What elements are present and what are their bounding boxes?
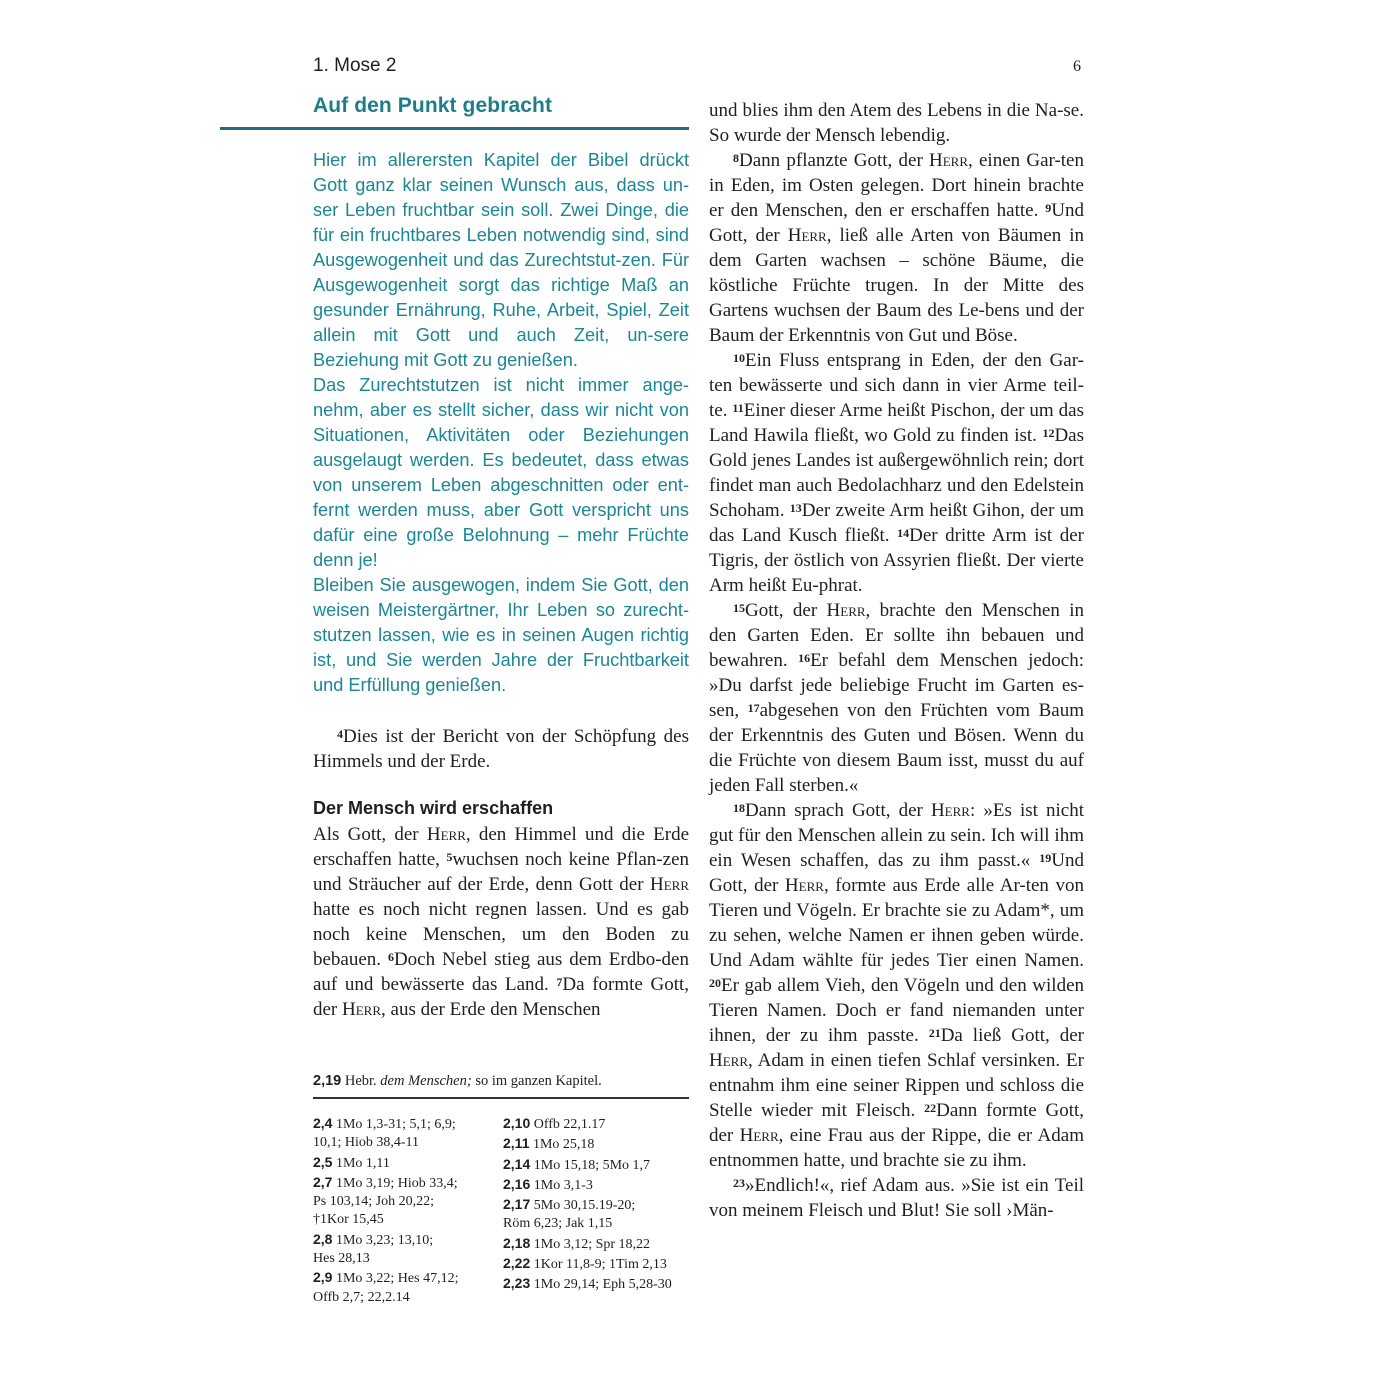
right-column-body bbox=[709, 98, 1084, 1223]
verse-number: 4 bbox=[337, 727, 343, 741]
crossref-line bbox=[503, 1254, 693, 1274]
crossref-ref: 2,5 bbox=[313, 1153, 333, 1170]
left-column-body bbox=[313, 724, 689, 1022]
crossref-line bbox=[313, 1173, 503, 1193]
crossref-text: Hes 28,13 bbox=[313, 1251, 370, 1267]
verse-number: 17 bbox=[747, 701, 760, 715]
feature-paragraph-1: Hier im allerersten Kapitel der Bibel drückt Gott ganz klar seinen Wunsch aus, dass un-ser Leben fruchtbar sein soll. Zwei Dinge, die für ein fruchtbares Leben notwendig sind, sind Ausgewogenheit und das Zurechtstut-zen. Für Ausgewogenheit sorgt das richtige Maß an gesunder Ernährung, Ruhe, Arbeit, Spiel, Zeit allein mit Gott und auch Zeit, un-sere Beziehung mit Gott zu genießen. bbox=[313, 150, 689, 370]
verse-text: Doch Nebel stieg aus dem Erdbo-den auf und bewässerte das Land. bbox=[313, 949, 689, 995]
verse-number: 5 bbox=[446, 850, 453, 864]
footnote-italic: dem Menschen; bbox=[380, 1073, 472, 1089]
crossref-text: 5Mo 30,15.19-20; bbox=[530, 1198, 636, 1214]
crossref-column-right bbox=[503, 1114, 693, 1307]
crossref-line bbox=[503, 1175, 693, 1195]
verse-text: Der dritte Arm ist der Tigris, der östlich von Assyrien fließt. Der vierte Arm heißt Eu-phrat. bbox=[709, 525, 1084, 596]
crossref-text: 1Mo 15,18; 5Mo 1,7 bbox=[530, 1157, 651, 1173]
crossref-text: †1Kor 15,45 bbox=[313, 1212, 384, 1228]
verse-text: , formte aus Erde alle Ar-ten von Tieren und Vögeln. Er brachte sie zu Adam*, um zu sehen, welche Namen er ihnen geben würde. Und Adam wählte für jedes Tier einen Namen. bbox=[709, 875, 1084, 971]
lord-smallcaps: Herr bbox=[709, 1050, 749, 1071]
section-heading: Der Mensch wird erschaffen bbox=[313, 798, 554, 818]
crossref-text: 1Mo 1,3-31; 5,1; 6,9; bbox=[332, 1117, 456, 1132]
verse-number: 7 bbox=[556, 975, 563, 989]
crossref-ref: 2,14 bbox=[503, 1155, 531, 1172]
verse-15-paragraph bbox=[709, 598, 1084, 798]
lord-smallcaps: Herr bbox=[826, 600, 866, 621]
lord-smallcaps: Herr bbox=[930, 800, 970, 821]
verse-text: , ließ alle Arten von Bäumen in dem Garten wachsen – schöne Bäume, die köstliche Früchte trugen. In der Mitte des Gartens wuchsen der Baum des Le-bens und der Baum der Erkenntnis von Gut und Böse. bbox=[709, 225, 1084, 346]
verse-text: Da ließ Gott, der bbox=[940, 1025, 1084, 1046]
crossref-ref: 2,18 bbox=[503, 1234, 531, 1251]
verse-text: , den Himmel und die Erde erschaffen hatte, bbox=[313, 824, 690, 870]
crossref-line bbox=[313, 1289, 503, 1307]
verse-text: , brachte den Menschen in den Garten Eden. Er sollte ihn bebauen und bewahren. bbox=[709, 600, 1084, 671]
verse-8-paragraph bbox=[709, 148, 1084, 348]
verse-text: Gott, der bbox=[745, 600, 827, 621]
verse-number: 20 bbox=[709, 976, 721, 990]
verse-7-continued: und blies ihm den Atem des Lebens in die Na-se. So wurde der Mensch lebendig. bbox=[709, 100, 1084, 146]
crossref-text: 1Mo 1,11 bbox=[332, 1155, 390, 1171]
crossref-ref: 2,4 bbox=[313, 1115, 333, 1131]
lord-smallcaps: Herr bbox=[784, 875, 824, 896]
feature-paragraph-2: Das Zurechtstutzen ist nicht immer ange-nehm, aber es stellt sicher, dass wir nicht von Situationen, Aktivitäten oder Beziehungen ausgelaugt werden. Es bedeutet, dass etwas von unserem Leben abgeschnitten oder ent-fernt werden muss, aber Gott verspricht uns dafür eine große Belohnung – mehr Früchte denn je! bbox=[313, 375, 689, 570]
verse-text: : »Es ist nicht gut für den Menschen allein zu sein. Ich will ihm ein Wesen schaffen, das zu ihm passt.« bbox=[709, 800, 1084, 871]
verse-text: Und Gott, der bbox=[709, 200, 1084, 246]
lord-smallcaps: Herr bbox=[739, 1125, 779, 1146]
verse-text: , einen Gar-ten in Eden, im Osten gelegen. Dort hinein brachte er den Menschen, den er erschaffen hatte. bbox=[709, 150, 1084, 221]
verse-number: 12 bbox=[1042, 426, 1055, 440]
verse-text: Ein Fluss entsprang in Eden, der den Gar-ten bewässerte und sich dann in vier Arme teil-te. bbox=[709, 350, 1084, 421]
verse-text: Dann sprach Gott, der bbox=[745, 800, 931, 821]
crossref-line bbox=[503, 1274, 693, 1294]
crossref-text: 10,1; Hiob 38,4-11 bbox=[313, 1135, 420, 1151]
verse-23-paragraph bbox=[709, 1173, 1084, 1223]
crossref-line bbox=[503, 1155, 693, 1175]
verse-text: »Endlich!«, rief Adam aus. »Sie ist ein Teil von meinem Fleisch und Blut! Sie soll ›Män- bbox=[709, 1175, 1084, 1221]
crossref-text: 1Mo 25,18 bbox=[529, 1137, 595, 1153]
verse-18-paragraph bbox=[709, 798, 1084, 1173]
crossref-ref: 2,23 bbox=[503, 1275, 531, 1292]
verse-number: 8 bbox=[733, 151, 739, 165]
verse-number: 21 bbox=[928, 1026, 941, 1040]
footnote-text: Hebr. bbox=[341, 1073, 381, 1089]
crossref-line bbox=[503, 1215, 693, 1233]
verse-text: Das Gold jenes Landes ist außergewöhnlich rein; dort findet man auch Bedolachharz und den Edelstein Schoham. bbox=[709, 425, 1084, 521]
crossref-text: Ps 103,14; Joh 20,22; bbox=[313, 1194, 434, 1210]
crossref-line bbox=[313, 1134, 503, 1152]
page-number: 6 bbox=[1073, 58, 1081, 75]
crossref-ref: 2,17 bbox=[503, 1196, 531, 1213]
crossref-ref: 2,22 bbox=[503, 1255, 531, 1272]
crossref-text: Offb 22,1.17 bbox=[530, 1117, 606, 1132]
crossref-line bbox=[313, 1153, 503, 1173]
footnote-divider bbox=[313, 1097, 689, 1099]
feature-divider bbox=[220, 127, 689, 130]
crossref-ref: 2,7 bbox=[313, 1173, 333, 1190]
verse-text: Einer dieser Arme heißt Pischon, der um das Land Hawila fließt, wo Gold zu finden ist. bbox=[709, 400, 1084, 446]
crossref-column-left bbox=[313, 1114, 503, 1307]
verse-text: abgesehen von den Früchten vom Baum der Erkenntnis des Guten und Bösen. Wenn du die Früchte von diesem Baum isst, musst du auf jeden Fall sterben.« bbox=[709, 700, 1085, 796]
verse-text: Er gab allem Vieh, den Vögeln und den wilden Tieren Namen. Doch er fand niemanden unter ihnen, der zu ihm passte. bbox=[709, 975, 1084, 1046]
verse-number: 10 bbox=[733, 351, 745, 365]
cross-references bbox=[313, 1114, 693, 1307]
crossref-ref: 2,11 bbox=[503, 1135, 530, 1152]
verse-text: Er befahl dem Menschen jedoch: »Du darfst jede beliebige Frucht im Garten es-sen, bbox=[709, 650, 1084, 721]
crossref-text: Röm 6,23; Jak 1,15 bbox=[503, 1216, 613, 1232]
crossref-text: 1Mo 3,22; Hes 47,12; bbox=[332, 1271, 459, 1287]
crossref-text: 1Mo 3,19; Hiob 33,4; bbox=[332, 1175, 458, 1191]
lord-smallcaps: Herr bbox=[426, 824, 466, 845]
crossref-line bbox=[313, 1114, 503, 1134]
running-head: 1. Mose 2 bbox=[313, 55, 397, 76]
verse-text: hatte es noch nicht regnen lassen. Und es gab noch keine Menschen, um den Boden zu bebauen. bbox=[313, 899, 689, 970]
verse-text: , aus der Erde den Menschen bbox=[381, 999, 601, 1020]
verse-text: wuchsen noch keine Pflan-zen und Sträucher auf der Erde, denn Gott der bbox=[313, 849, 689, 895]
footnote-text: so im ganzen Kapitel. bbox=[471, 1073, 602, 1089]
verse-text: Dann pflanzte Gott, der bbox=[739, 150, 929, 171]
verse-text: Dann formte Gott, der bbox=[709, 1100, 1084, 1146]
crossref-ref: 2,10 bbox=[503, 1115, 531, 1131]
verse-text: Und Gott, der bbox=[709, 850, 1084, 896]
crossref-line bbox=[313, 1250, 503, 1268]
footnote bbox=[313, 1072, 689, 1091]
crossref-text: 1Kor 11,8-9; 1Tim 2,13 bbox=[530, 1257, 667, 1273]
verse-text: Als Gott, der bbox=[313, 824, 427, 845]
crossref-ref: 2,9 bbox=[313, 1269, 333, 1286]
lord-smallcaps: Herr bbox=[649, 874, 689, 895]
verse-number: 16 bbox=[798, 651, 811, 665]
verse-number: 14 bbox=[897, 526, 910, 540]
crossref-line bbox=[503, 1114, 693, 1134]
crossref-line bbox=[503, 1234, 693, 1254]
crossref-text: 1Mo 3,1-3 bbox=[530, 1177, 593, 1193]
lord-smallcaps: Herr bbox=[787, 225, 827, 246]
crossref-text: 1Mo 29,14; Eph 5,28-30 bbox=[530, 1277, 672, 1293]
verse-number: 22 bbox=[924, 1101, 937, 1115]
crossref-ref: 2,16 bbox=[503, 1175, 531, 1192]
verse-number: 19 bbox=[1039, 851, 1052, 865]
crossref-ref: 2,8 bbox=[313, 1230, 333, 1247]
crossref-line bbox=[313, 1230, 503, 1250]
crossref-line bbox=[313, 1268, 503, 1288]
lord-smallcaps: Herr bbox=[342, 999, 382, 1020]
crossref-line bbox=[313, 1211, 503, 1229]
verse-text: Da formte Gott, der bbox=[313, 974, 690, 1020]
feature-paragraph-3: Bleiben Sie ausgewogen, indem Sie Gott, den weisen Meistergärtner, Ihr Leben so zurecht-stutzen lassen, wie es in seinen Augen richtig ist, und Sie werden Jahre der Fruchtbarkeit und Erfüllung genießen. bbox=[313, 575, 689, 695]
footnote-ref: 2,19 bbox=[313, 1073, 342, 1089]
verse-10-paragraph bbox=[709, 348, 1084, 598]
crossref-text: 1Mo 3,23; 13,10; bbox=[332, 1232, 434, 1248]
verse-text: , eine Frau aus der Rippe, die er Adam entnommen hatte, und brachte sie zu ihm. bbox=[709, 1125, 1084, 1171]
creation-paragraph bbox=[313, 822, 689, 1022]
crossref-text: 1Mo 3,12; Spr 18,22 bbox=[530, 1236, 651, 1252]
verse-text: Dies ist der Bericht von der Schöpfung des Himmels und der Erde. bbox=[313, 726, 689, 772]
crossref-line bbox=[503, 1134, 693, 1154]
feature-box bbox=[313, 148, 689, 698]
crossref-text: Offb 2,7; 22,2.14 bbox=[313, 1289, 410, 1305]
feature-title: Auf den Punkt gebracht bbox=[313, 94, 553, 117]
crossref-line bbox=[313, 1193, 503, 1211]
verse-number: 13 bbox=[789, 501, 802, 515]
verse-number: 6 bbox=[387, 950, 394, 964]
verse-number: 9 bbox=[1045, 201, 1052, 215]
verse-number: 11 bbox=[732, 401, 744, 415]
verse-number: 15 bbox=[733, 601, 745, 615]
verse-number: 23 bbox=[733, 1176, 745, 1190]
crossref-line bbox=[503, 1195, 693, 1215]
verse-4-paragraph bbox=[313, 724, 689, 774]
verse-text: Der zweite Arm heißt Gihon, der um das Land Kusch fließt. bbox=[709, 500, 1084, 546]
verse-number: 18 bbox=[733, 801, 745, 815]
verse-text: , Adam in einen tiefen Schlaf versinken. Er entnahm ihm eine seiner Rippen und schloss die Stelle wieder mit Fleisch. bbox=[709, 1050, 1084, 1121]
lord-smallcaps: Herr bbox=[929, 150, 969, 171]
